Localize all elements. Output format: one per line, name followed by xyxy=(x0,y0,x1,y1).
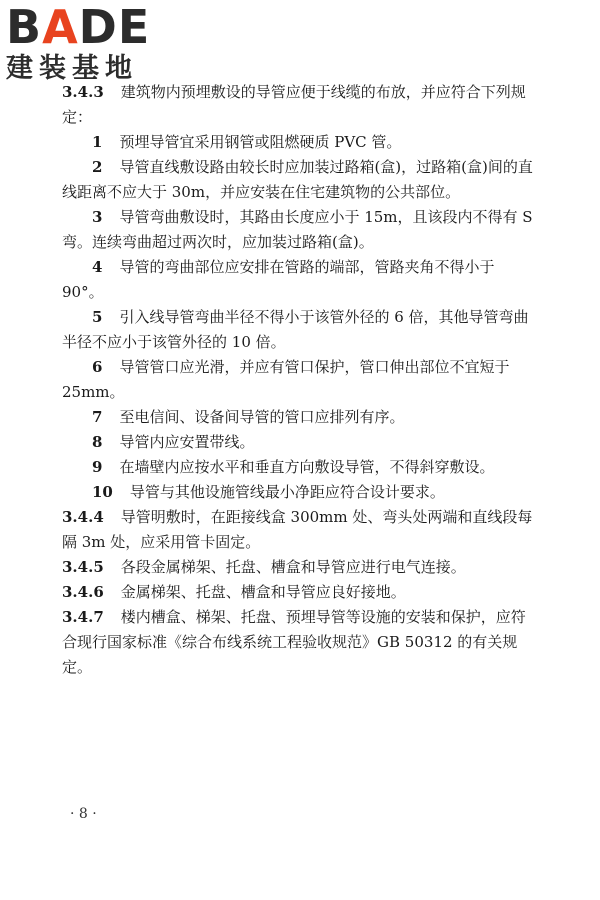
clause-3-4-6: 3.4.6 金属梯架、托盘、槽盒和导管应良好接地。 xyxy=(62,583,406,601)
item-10: 10 导管与其他设施管线最小净距应符合设计要求。 xyxy=(92,483,445,501)
clause-3-4-5: 3.4.5 各段金属梯架、托盘、槽盒和导管应进行电气连接。 xyxy=(62,558,466,576)
page-number: · 8 · xyxy=(70,806,97,822)
item-8: 8 导管内应安置带线。 xyxy=(92,433,255,451)
bade-logo xyxy=(6,0,151,86)
item-3: 3 导管弯曲敷设时，其路由长度应小于 15m，且该段内不得有 S 弯。连续弯曲超过两次时，应加装过路箱(盒)。 xyxy=(62,208,533,251)
clause-3-4-4: 3.4.4 导管明敷时，在距接线盒 300mm 处、弯头处两端和直线段每隔 3m 处，应采用管卡固定。 xyxy=(62,508,533,551)
item-5: 5 引入线导管弯曲半径不得小于该管外径的 6 倍，其他导管弯曲半径不应小于该管外径的 10 倍。 xyxy=(62,308,529,351)
clause-3-4-7: 3.4.7 楼内槽盒、梯架、托盘、预埋导管等设施的安装和保护，应符合现行国家标准《综合布线系统工程验收规范》GB 50312 的有关规定。 xyxy=(62,608,526,676)
item-6: 6 导管管口应光滑，并应有管口保护，管口伸出部位不宜短于 25mm。 xyxy=(62,358,510,401)
clause-3-4-3: 3.4.3 建筑物内预埋敷设的导管应便于线缆的布放，并应符合下列规定： xyxy=(62,83,526,126)
document-body xyxy=(62,80,540,680)
item-2: 2 导管直线敷设路由较长时应加装过路箱(盒)，过路箱(盒)间的直线距离不应大于 30m，并应安装在住宅建筑物的公共部位。 xyxy=(62,158,533,201)
item-9: 9 在墙壁内应按水平和垂直方向敷设导管，不得斜穿敷设。 xyxy=(92,458,495,476)
item-7: 7 至电信间、设备间导管的管口应排列有序。 xyxy=(92,408,405,426)
logo-subtitle: 建装基地 xyxy=(6,53,138,84)
logo-brand-text: BADE xyxy=(6,0,151,54)
item-1: 1 预埋导管宜采用钢管或阻燃硬质 PVC 管。 xyxy=(92,133,402,151)
item-4: 4 导管的弯曲部位应安排在管路的端部，管路夹角不得小于 90°。 xyxy=(62,258,495,301)
